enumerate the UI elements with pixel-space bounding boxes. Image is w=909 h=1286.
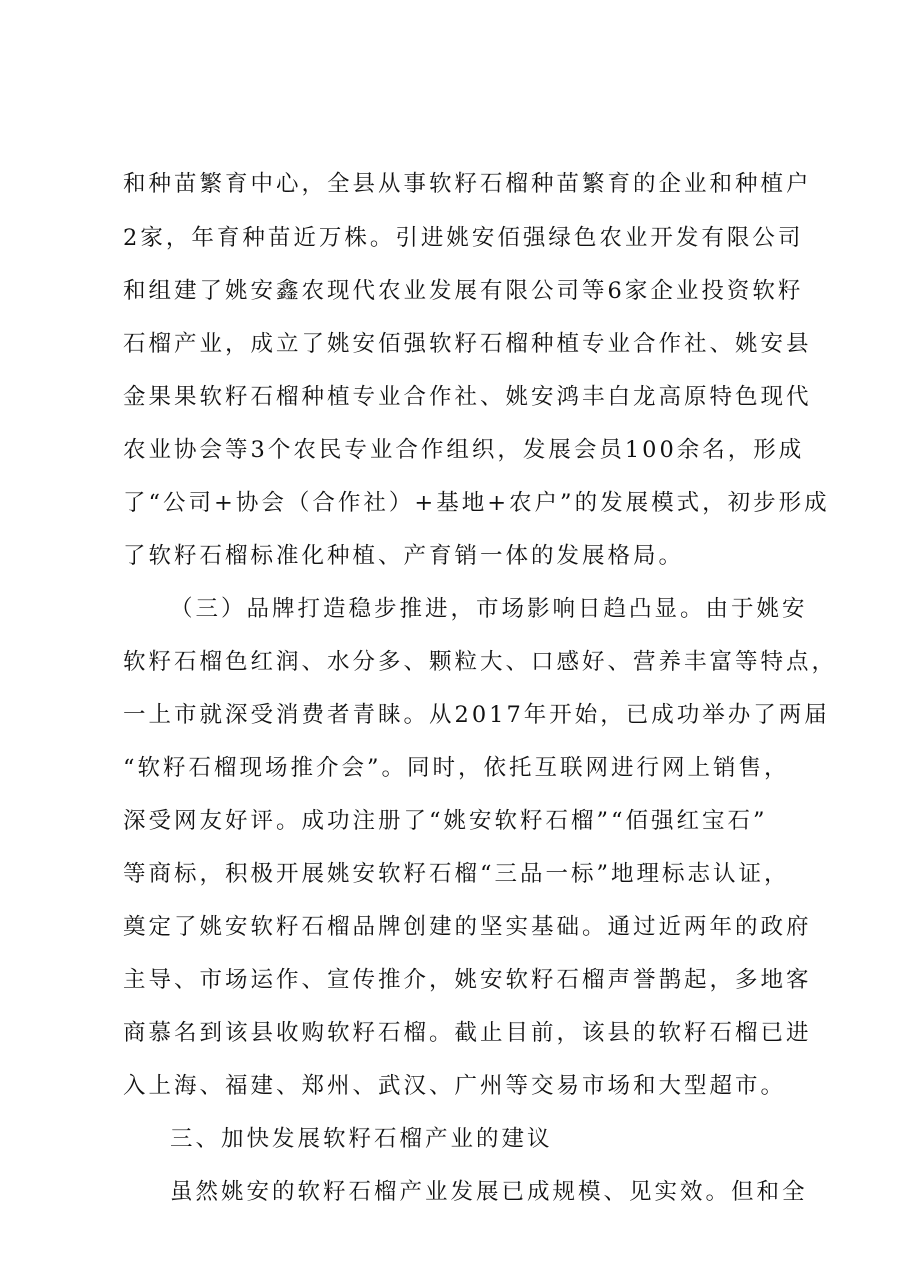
text-line: 农业协会等3个农民专业合作组织，发展会员100余名，形成 bbox=[123, 437, 805, 463]
text-line: 奠定了姚安软籽石榴品牌创建的坚实基础。通过近两年的政府 bbox=[123, 914, 812, 940]
text-line: 软籽石榴色红润、水分多、颗粒大、口感好、营养丰富等特点， bbox=[123, 649, 838, 675]
text-line: 和组建了姚安鑫农现代农业发展有限公司等6家企业投资软籽 bbox=[123, 278, 804, 304]
paragraph-start: 虽然姚安的软籽石榴产业发展已成规模、见实效。但和全 bbox=[170, 1179, 808, 1205]
text-line: 深受网友好评。成功注册了“姚安软籽石榴”“佰强红宝石” bbox=[123, 808, 768, 834]
text-line: 一上市就深受消费者青睐。从2017年开始，已成功举办了两届 bbox=[123, 702, 830, 728]
text-line: 和种苗繁育中心，全县从事软籽石榴种苗繁育的企业和种植户 bbox=[123, 171, 812, 197]
section-heading: （三）品牌打造稳步推进，市场影响日趋凸显。由于姚安 bbox=[170, 596, 808, 622]
text-line: 了“公司+协会（合作社）+基地+农户”的发展模式，初步形成 bbox=[123, 490, 830, 516]
section-heading: 三、加快发展软籽石榴产业的建议 bbox=[170, 1126, 553, 1152]
text-line: 商慕名到该县收购软籽石榴。截止目前，该县的软籽石榴已进 bbox=[123, 1020, 812, 1046]
text-line: 入上海、福建、郑州、武汉、广州等交易市场和大型超市。 bbox=[123, 1073, 787, 1099]
text-line: 石榴产业，成立了姚安佰强软籽石榴种植专业合作社、姚安县 bbox=[123, 331, 812, 357]
text-line: 金果果软籽石榴种植专业合作社、姚安鸿丰白龙高原特色现代 bbox=[123, 384, 812, 410]
text-line: “软籽石榴现场推介会”。同时，依托互联网进行网上销售， bbox=[123, 755, 790, 781]
text-line: 2家，年育种苗近万株。引进姚安佰强绿色农业开发有限公司 bbox=[123, 225, 804, 251]
text-line: 了软籽石榴标准化种植、产育销一体的发展格局。 bbox=[123, 543, 685, 569]
text-line: 等商标，积极开展姚安软籽石榴“三品一标”地理标志认证， bbox=[123, 861, 790, 887]
text-line: 主导、市场运作、宣传推介，姚安软籽石榴声誉鹊起，多地客 bbox=[123, 967, 812, 993]
